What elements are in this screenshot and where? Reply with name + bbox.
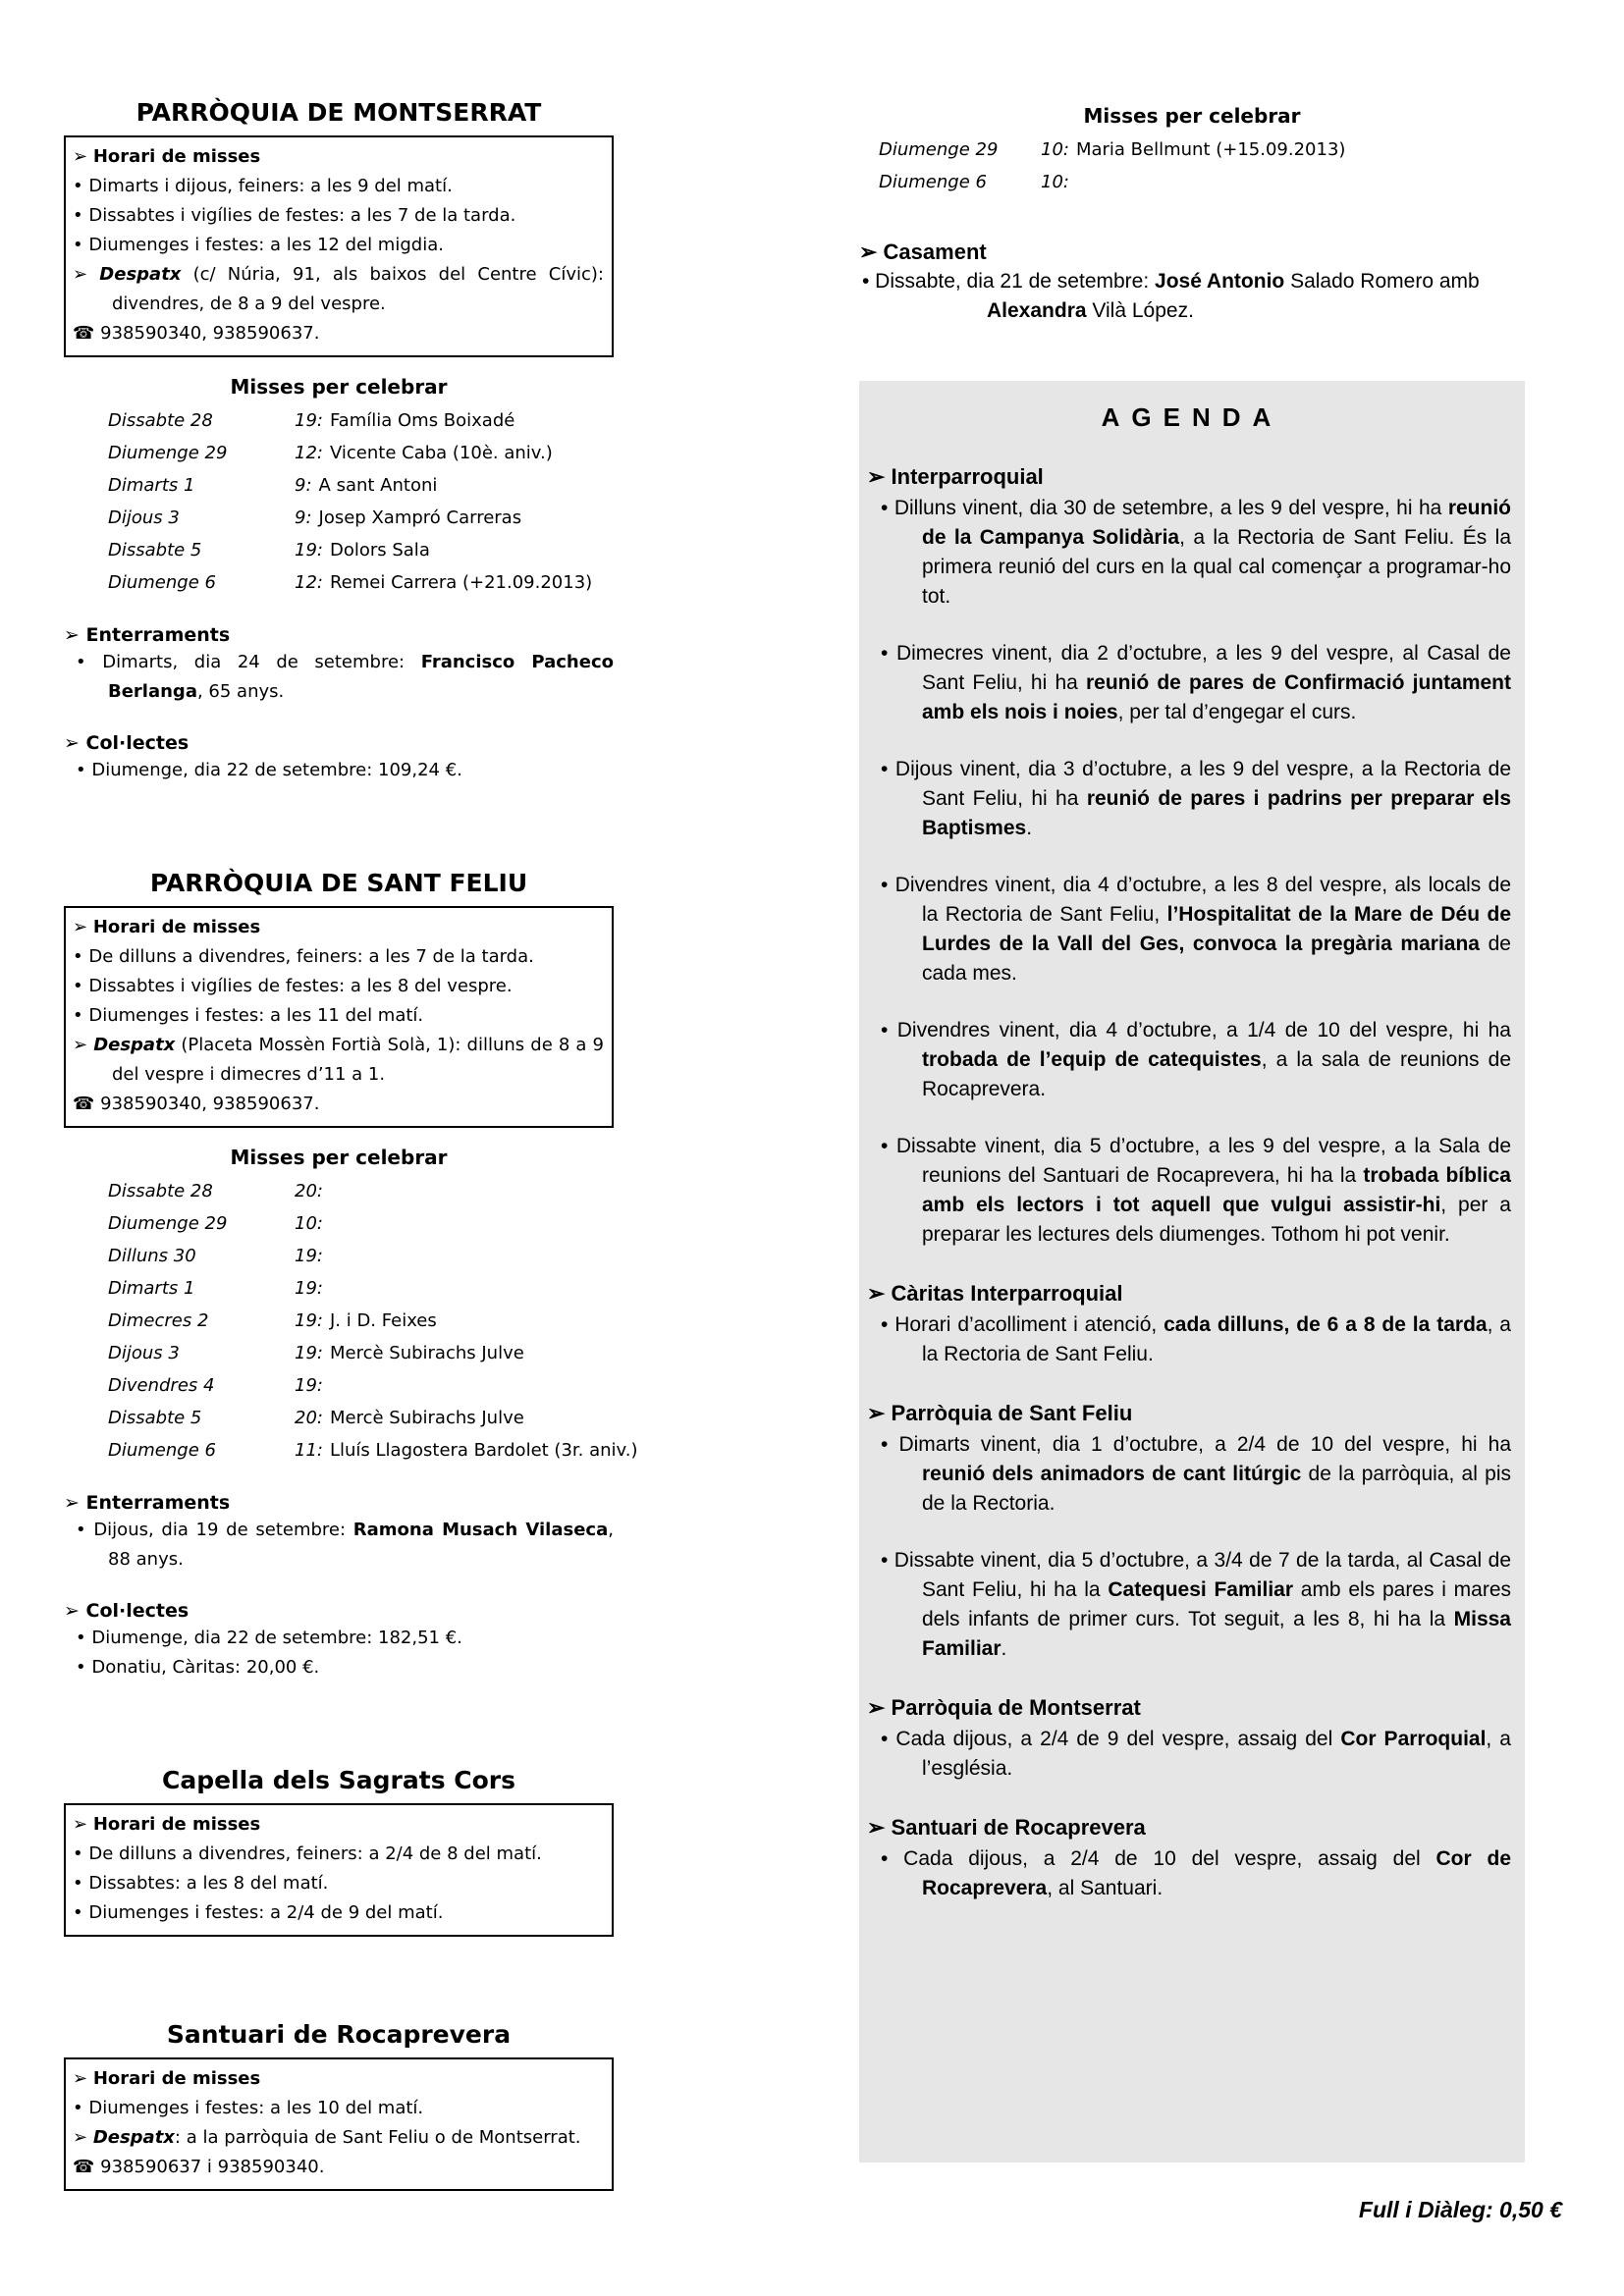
agenda-group-rocaprevera — [873, 1844, 1511, 1903]
mass-name: Mercè Subirachs Julve — [329, 1408, 524, 1428]
sanctuary-title: Santuari de Rocaprevera — [166, 2020, 512, 2049]
sanctuary-schedule-box — [64, 2057, 614, 2191]
mass-value — [295, 1369, 330, 1402]
sant-feliu-collectes-list — [64, 1624, 614, 1682]
mass-value — [295, 1240, 330, 1272]
mass-value — [295, 437, 553, 469]
schedule-line: • Diumenges i festes: a les 12 del migdia. — [73, 235, 444, 255]
montserrat-enterraments-heading: ➢ Enterraments — [64, 624, 231, 646]
agenda-title: AGENDA — [1101, 402, 1283, 432]
left-column — [64, 98, 638, 2191]
mass-time: 19: — [295, 1343, 323, 1363]
mass-row — [64, 1402, 614, 1434]
sant-feliu-enterraments-heading: ➢ Enterraments — [64, 1492, 231, 1514]
schedule-line: ➢ Horari de misses — [73, 1814, 261, 1835]
mass-name: Remei Carrera (+21.09.2013) — [329, 572, 593, 593]
mass-value — [295, 1337, 524, 1369]
mass-value — [295, 566, 592, 599]
mass-day: Dimarts 1 — [108, 1278, 195, 1299]
montserrat-mass-table — [64, 404, 614, 599]
mass-row — [64, 534, 614, 566]
sant-feliu-mass-table — [64, 1175, 638, 1467]
mass-day: Dissabte 28 — [108, 1181, 213, 1201]
casament-item: • Dissabte, dia 21 de setembre: José Antonio Salado Romero amb Alexandra Vilà López. — [862, 270, 1480, 322]
mass-name: J. i D. Feixes — [329, 1310, 437, 1331]
casament-list — [859, 267, 1525, 326]
montserrat-schedule-box — [64, 135, 614, 357]
mass-value — [295, 1207, 330, 1240]
agenda-group-header-montserrat: ➢ Parròquia de Montserrat — [867, 1695, 1141, 1720]
mass-day: Dilluns 30 — [108, 1246, 196, 1266]
right-masses-heading: Misses per celebrar — [1083, 104, 1301, 128]
schedule-line: • Dissabtes: a les 8 del matí. — [73, 1873, 329, 1894]
agenda-item: • Dilluns vinent, dia 30 de setembre, a les 9 del vespre, hi ha reunió de la Campanya Solidària, a la Rectoria de Sant Feliu. És la primera reunió del curs en la qual cal començar a programar-ho tot. — [881, 497, 1511, 608]
sant-feliu-collectes-heading: ➢ Col·lectes — [64, 1600, 189, 1622]
mass-value — [295, 534, 430, 566]
mass-day: Divendres 4 — [108, 1375, 215, 1396]
mass-value — [295, 1175, 330, 1207]
mass-day: Diumenge 29 — [108, 443, 228, 463]
sant-feliu-masses-heading: Misses per celebrar — [230, 1146, 448, 1169]
parish-title-sant-feliu: PARRÒQUIA DE SANT FELIU — [149, 869, 528, 897]
mass-value — [1041, 133, 1345, 166]
schedule-line: • Diumenges i festes: a les 10 del matí. — [73, 2098, 424, 2118]
mass-row — [64, 566, 614, 599]
mass-row — [64, 1434, 638, 1467]
mass-day: Diumenge 29 — [879, 139, 999, 160]
agenda-item: • Cada dijous, a 2/4 de 9 del vespre, assaig del Cor Parroquial, a l’església. — [881, 1728, 1511, 1780]
mass-time: 12: — [295, 443, 323, 463]
casament-heading: ➢ Casament — [859, 240, 987, 264]
agenda-item: • Dijous vinent, dia 3 d’octubre, a les 9 del vespre, a la Rectoria de Sant Feliu, hi ha reunió de pares i padrins per preparar els Baptismes. — [881, 758, 1511, 839]
schedule-line: • Dimarts i dijous, feiners: a les 9 del matí. — [73, 176, 453, 196]
schedule-line: ➢ Horari de misses — [73, 2068, 261, 2089]
mass-day: Dijous 3 — [108, 507, 180, 528]
mass-day: Dimarts 1 — [108, 475, 195, 496]
mass-name: Dolors Sala — [329, 540, 430, 561]
enterrament-item: • Dijous, dia 19 de setembre: Ramona Musach Vilaseca, 88 anys. — [76, 1520, 614, 1570]
mass-row — [64, 1207, 614, 1240]
mass-value — [295, 1402, 524, 1434]
mass-row — [64, 1337, 614, 1369]
schedule-line: ☎ 938590340, 938590637. — [73, 323, 320, 344]
right-mass-table — [859, 133, 1525, 198]
mass-row — [64, 1305, 614, 1337]
schedule-line: ➢ Despatx: a la parròquia de Sant Feliu o de Montserrat. — [73, 2127, 581, 2148]
mass-value — [1041, 166, 1076, 198]
agenda-item: • Cada dijous, a 2/4 de 10 del vespre, assaig del Cor de Rocaprevera, al Santuari. — [881, 1847, 1511, 1899]
mass-day: Diumenge 6 — [879, 172, 987, 192]
agenda-group-caritas — [873, 1310, 1511, 1369]
mass-row — [859, 166, 1525, 198]
sant-feliu-enterraments-list — [64, 1516, 614, 1575]
agenda-item: • Dissabte vinent, dia 5 d’octubre, a 3/4 de 7 de la tarda, al Casal de Sant Feliu, hi ha la Catequesi Familiar amb els pares i mares dels infants de primer curs. Tot seguit, a les 8, hi ha la Missa Familiar. — [881, 1549, 1511, 1660]
schedule-line: • Dissabtes i vigílies de festes: a les 8 del vespre. — [73, 976, 513, 996]
mass-day: Dissabte 28 — [108, 410, 213, 431]
parish-title-montserrat: PARRÒQUIA DE MONTSERRAT — [135, 98, 542, 127]
mass-time: 20: — [295, 1408, 323, 1428]
mass-row — [64, 502, 614, 534]
mass-day: Diumenge 29 — [108, 1213, 228, 1234]
mass-day: Diumenge 6 — [108, 1440, 216, 1461]
mass-row — [64, 1240, 614, 1272]
mass-day: Dimecres 2 — [108, 1310, 209, 1331]
agenda-group-header-sant-feliu: ➢ Parròquia de Sant Feliu — [867, 1401, 1133, 1425]
schedule-line: ➢ Horari de misses — [73, 146, 261, 167]
agenda-item: • Dimarts vinent, dia 1 d’octubre, a 2/4 de 10 del vespre, hi ha reunió dels animadors de cant litúrgic de la parròquia, al pis de la Rectoria. — [881, 1433, 1511, 1515]
schedule-line: ➢ Horari de misses — [73, 917, 261, 937]
mass-time: 19: — [295, 1246, 323, 1266]
bulletin-price: Full i Diàleg: 0,50 € — [1358, 2197, 1562, 2222]
mass-time: 11: — [295, 1440, 323, 1461]
mass-time: 10: — [1041, 172, 1069, 192]
agenda-group-header-interparroquial: ➢ Interparroquial — [867, 464, 1044, 489]
mass-day: Dissabte 5 — [108, 540, 202, 561]
mass-row — [64, 1175, 614, 1207]
agenda-item: • Horari d’acolliment i atenció, cada dilluns, de 6 a 8 de la tarda, a la Rectoria de Sant Feliu. — [881, 1313, 1511, 1365]
mass-time: 19: — [295, 540, 323, 561]
mass-time: 19: — [295, 1278, 323, 1299]
agenda-group-sant-feliu — [873, 1430, 1511, 1664]
mass-time: 12: — [295, 572, 323, 593]
schedule-line: ☎ 938590340, 938590637. — [73, 1094, 320, 1114]
mass-name: Maria Bellmunt (+15.09.2013) — [1075, 139, 1346, 160]
schedule-line: ➢ Despatx (Placeta Mossèn Fortià Solà, 1): dilluns de 8 a 9 del vespre i dimecres d’11 a 1. — [73, 1035, 604, 1085]
agenda-box — [859, 381, 1525, 2163]
chapel-title: Capella dels Sagrats Cors — [161, 1766, 516, 1794]
mass-time: 19: — [295, 1375, 323, 1396]
mass-value — [295, 502, 521, 534]
collecta-item: • Diumenge, dia 22 de setembre: 182,51 €. — [76, 1628, 462, 1648]
schedule-line: • Diumenges i festes: a 2/4 de 9 del matí. — [73, 1902, 444, 1923]
mass-value — [295, 404, 514, 437]
mass-time: 19: — [295, 1310, 323, 1331]
mass-name: Lluís Llagostera Bardolet (3r. aniv.) — [329, 1440, 638, 1461]
collecta-item: • Donatiu, Càritas: 20,00 €. — [76, 1657, 320, 1678]
mass-name: Mercè Subirachs Julve — [329, 1343, 524, 1363]
mass-row — [64, 1369, 614, 1402]
mass-time: 20: — [295, 1181, 323, 1201]
collecta-item: • Diumenge, dia 22 de setembre: 109,24 €. — [76, 760, 462, 780]
schedule-line: ☎ 938590637 i 938590340. — [73, 2157, 325, 2177]
schedule-line: ➢ Despatx (c/ Núria, 91, als baixos del Centre Cívic): divendres, de 8 a 9 del vespre. — [73, 264, 604, 314]
mass-day: Dijous 3 — [108, 1343, 180, 1363]
chapel-schedule-box — [64, 1803, 614, 1937]
mass-day: Dissabte 5 — [108, 1408, 202, 1428]
enterrament-item: • Dimarts, dia 24 de setembre: Francisco Pacheco Berlanga, 65 anys. — [76, 652, 614, 702]
montserrat-collectes-list — [64, 756, 614, 785]
mass-row — [64, 437, 614, 469]
agenda-item: • Divendres vinent, dia 4 d’octubre, a 1/4 de 10 del vespre, hi ha trobada de l’equip de catequistes, a la sala de reunions de Rocaprevera. — [881, 1019, 1511, 1100]
mass-value — [295, 469, 437, 502]
mass-name: Família Oms Boixadé — [329, 410, 515, 431]
schedule-line: • De dilluns a divendres, feiners: a 2/4 de 8 del matí. — [73, 1843, 542, 1864]
right-column — [859, 98, 1525, 2163]
mass-value — [295, 1272, 330, 1305]
mass-time: 10: — [295, 1213, 323, 1234]
mass-row — [859, 133, 1525, 166]
mass-value — [295, 1305, 437, 1337]
mass-day: Diumenge 6 — [108, 572, 216, 593]
sant-feliu-schedule-box — [64, 906, 614, 1128]
montserrat-masses-heading: Misses per celebrar — [230, 375, 448, 399]
mass-name: Vicente Caba (10è. aniv.) — [329, 443, 553, 463]
schedule-line: • De dilluns a divendres, feiners: a les 7 de la tarda. — [73, 946, 534, 967]
mass-time: 10: — [1041, 139, 1069, 160]
mass-time: 9: — [295, 475, 312, 496]
agenda-item: • Dissabte vinent, dia 5 d’octubre, a les 9 del vespre, a la Sala de reunions del Santuari de Rocaprevera, hi ha la trobada bíblica amb els lectors i tot aquell que vulgui assistir-hi, per a preparar les lectures dels diumenges. Tothom hi pot venir. — [881, 1135, 1511, 1246]
mass-name: Josep Xampró Carreras — [318, 507, 522, 528]
mass-value — [295, 1434, 638, 1467]
montserrat-collectes-heading: ➢ Col·lectes — [64, 732, 189, 754]
schedule-line: • Dissabtes i vigílies de festes: a les 7 de la tarda. — [73, 205, 516, 226]
agenda-group-interparroquial — [873, 494, 1511, 1250]
mass-row — [64, 1272, 614, 1305]
agenda-group-header-rocaprevera: ➢ Santuari de Rocaprevera — [867, 1815, 1146, 1840]
mass-row — [64, 404, 614, 437]
mass-name: A sant Antoni — [318, 475, 438, 496]
mass-time: 9: — [295, 507, 312, 528]
agenda-item: • Divendres vinent, dia 4 d’octubre, a les 8 del vespre, als locals de la Rectoria de Sant Feliu, l’Hospitalitat de la Mare de Déu de Lurdes de la Vall del Ges, convoca la pregària mariana de cada mes. — [881, 874, 1512, 985]
agenda-group-header-caritas: ➢ Càritas Interparroquial — [867, 1281, 1123, 1306]
schedule-line: • Diumenges i festes: a les 11 del matí. — [73, 1005, 424, 1026]
mass-time: 19: — [295, 410, 323, 431]
mass-row — [64, 469, 614, 502]
montserrat-enterraments-list — [64, 648, 614, 707]
agenda-item: • Dimecres vinent, dia 2 d’octubre, a les 9 del vespre, al Casal de Sant Feliu, hi ha reunió de pares de Confirmació juntament amb els nois i noies, per tal d’engegar el curs. — [881, 642, 1511, 723]
agenda-group-montserrat — [873, 1725, 1511, 1784]
